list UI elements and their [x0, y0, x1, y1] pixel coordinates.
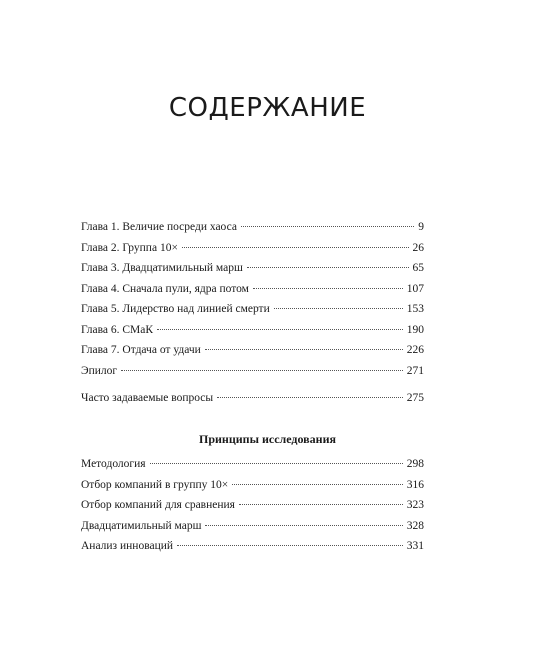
page-title: СОДЕРЖАНИЕ: [168, 93, 367, 123]
toc-entry: [81, 365, 424, 386]
toc-entry-label: Отбор компаний в группу 10×: [81, 478, 229, 491]
toc-entry-page: 328: [406, 519, 424, 532]
toc-entry-page: 271: [406, 364, 424, 377]
dot-leader: [177, 545, 403, 546]
toc-entry: [81, 392, 424, 413]
toc-entry-label: Глава 7. Отдача от удачи: [81, 344, 201, 356]
toc-entry-label: Методология: [81, 458, 146, 470]
toc-entry-page: 275: [406, 392, 424, 404]
toc-entry-page: 9: [418, 221, 424, 233]
toc-entry: [81, 458, 424, 479]
toc-entry: [81, 262, 424, 283]
toc-entry-label: Анализ инноваций: [81, 540, 174, 552]
toc-entry: [81, 520, 424, 541]
toc-entry-page: 65: [412, 262, 424, 274]
toc-entry-label: Отбор компаний для сравнения: [81, 499, 235, 511]
toc-entry: [81, 221, 424, 242]
research-heading: Принципы исследования: [199, 432, 336, 446]
dot-leader: [274, 308, 403, 309]
toc-entry: [81, 479, 424, 500]
toc-entry-label: Глава 6. СМаК: [81, 323, 154, 336]
toc-entry-label: Часто задаваемые вопросы: [81, 392, 214, 404]
chapters-list: [81, 221, 424, 413]
dot-leader: [182, 247, 409, 248]
toc-entry-page: 190: [406, 323, 424, 336]
toc-entry: [81, 540, 424, 561]
toc-entry-label: Глава 2. Группа 10×: [81, 241, 178, 254]
toc-entry-label: Глава 4. Сначала пули, ядра потом: [81, 282, 249, 295]
toc-entry: [81, 324, 424, 345]
dot-leader: [205, 349, 403, 350]
dot-leader: [247, 267, 409, 268]
dot-leader: [121, 370, 403, 371]
toc-entry-page: 153: [406, 303, 424, 315]
dot-leader: [217, 397, 403, 398]
dot-leader: [157, 329, 403, 330]
toc-entry: [81, 303, 424, 324]
toc-entry-page: 298: [406, 458, 424, 470]
dot-leader: [205, 525, 402, 526]
research-list: [81, 458, 424, 561]
toc-entry-label: Двадцатимильный марш: [81, 519, 202, 532]
dot-leader: [239, 504, 403, 505]
toc-entry: [81, 499, 424, 520]
toc-entry: [81, 344, 424, 365]
dot-leader: [150, 463, 403, 464]
toc-entry-page: 331: [406, 540, 424, 552]
toc-entry-page: 107: [406, 282, 424, 295]
toc-entry-page: 316: [406, 478, 424, 491]
toc-entry-label: Глава 5. Лидерство над линией смерти: [81, 303, 270, 315]
toc-entry-page: 323: [406, 499, 424, 511]
toc-entry-label: Глава 3. Двадцатимильный марш: [81, 262, 243, 274]
toc-entry: [81, 242, 424, 263]
dot-leader: [232, 484, 402, 485]
toc-entry-page: 26: [412, 241, 424, 254]
dot-leader: [241, 226, 414, 227]
toc-entry-label: Глава 1. Величие посреди хаоса: [81, 221, 237, 233]
toc-entry-page: 226: [406, 344, 424, 356]
dot-leader: [253, 288, 403, 289]
toc-entry-label: Эпилог: [81, 364, 118, 377]
toc-entry: [81, 283, 424, 304]
